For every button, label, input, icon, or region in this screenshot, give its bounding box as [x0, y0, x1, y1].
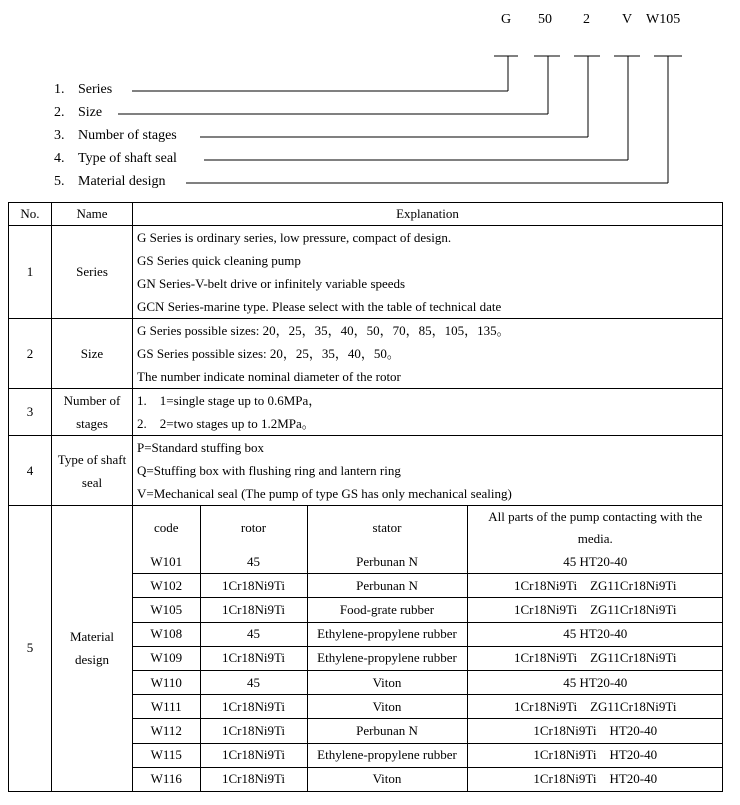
material-cell	[133, 506, 723, 792]
explanation-line: 1. 1=single stage up to 0.6MPa，	[137, 393, 322, 408]
model-code-diagram	[0, 0, 740, 200]
row-number: 3	[9, 389, 52, 436]
material-rotor: 1Cr18Ni9Ti	[200, 598, 307, 622]
table-row	[9, 389, 723, 436]
material-row	[133, 550, 723, 574]
legend-number: 3.	[54, 128, 65, 143]
explanation-line: V=Mechanical seal (The pump of type GS has only mechanical sealing)	[137, 486, 512, 501]
material-code: W102	[133, 574, 200, 598]
material-rotor: 1Cr18Ni9Ti	[200, 719, 307, 743]
material-stator: Ethylene-propylene rubber	[307, 646, 467, 670]
row-name-line: design	[75, 652, 109, 668]
legend-item-seal	[54, 151, 177, 167]
legend-number: 2.	[54, 105, 65, 120]
material-code: W101	[133, 550, 200, 574]
material-rotor: 45	[200, 622, 307, 646]
material-parts: 45 HT20-40	[467, 670, 723, 694]
material-row	[133, 695, 723, 719]
material-rotor: 1Cr18Ni9Ti	[200, 695, 307, 719]
material-header-row	[133, 506, 723, 550]
material-header-parts	[467, 506, 723, 550]
legend-number: 5.	[54, 174, 65, 189]
row-name	[52, 506, 133, 792]
legend-label: Series	[78, 82, 113, 97]
row-explanation	[133, 436, 723, 506]
material-parts: 1Cr18Ni9Ti ZG11Cr18Ni9Ti	[467, 574, 723, 598]
legend-item-stages	[54, 128, 177, 144]
material-rotor: 1Cr18Ni9Ti	[200, 743, 307, 767]
material-stator: Viton	[307, 670, 467, 694]
material-stator: Viton	[307, 767, 467, 791]
legend-label: Size	[78, 105, 103, 120]
row-number: 2	[9, 319, 52, 389]
explanation-line: GCN Series-marine type. Please select with the table of technical date	[137, 299, 502, 314]
material-parts: 1Cr18Ni9Ti ZG11Cr18Ni9Ti	[467, 646, 723, 670]
material-stator: Food-grate rubber	[307, 598, 467, 622]
explanation-line: 2. 2=two stages up to 1.2MPa。	[137, 416, 315, 431]
material-stator: Viton	[307, 695, 467, 719]
explanation-line: P=Standard stuffing box	[137, 440, 264, 455]
row-number: 1	[9, 226, 52, 319]
explanation-line: GS Series quick cleaning pump	[137, 253, 301, 268]
table-row	[9, 319, 723, 389]
row-explanation	[133, 389, 723, 436]
legend-number: 1.	[54, 82, 65, 97]
legend-number: 4.	[54, 151, 65, 166]
material-code: W116	[133, 767, 200, 791]
material-row	[133, 598, 723, 622]
row-number: 5	[9, 506, 52, 792]
explanation-table	[8, 202, 723, 792]
code-seal: V	[622, 12, 633, 27]
material-row	[133, 574, 723, 598]
row-name: Series	[52, 226, 133, 319]
material-code: W108	[133, 622, 200, 646]
material-code: W112	[133, 719, 200, 743]
code-stages: 2	[583, 12, 590, 27]
row-name-line: seal	[81, 474, 103, 490]
table-row	[9, 436, 723, 506]
material-stator: Perbunan N	[307, 550, 467, 574]
legend-item-size	[54, 105, 102, 121]
explanation-line: G Series is ordinary series, low pressure, compact of design.	[137, 230, 452, 245]
material-code: W115	[133, 743, 200, 767]
explanation-line: Q=Stuffing box with flushing ring and lantern ring	[137, 463, 401, 478]
material-parts: 45 HT20-40	[467, 550, 723, 574]
row-name-line: Material	[69, 629, 115, 645]
material-row	[133, 719, 723, 743]
material-row	[133, 646, 723, 670]
legend-item-material	[54, 174, 165, 190]
material-stator: Perbunan N	[307, 574, 467, 598]
explanation-line: G Series possible sizes: 20，25，35，40，50，70，85，105，135。	[137, 323, 510, 338]
table-row	[9, 226, 723, 319]
material-stator: Ethylene-propylene rubber	[307, 622, 467, 646]
material-rotor: 1Cr18Ni9Ti	[200, 646, 307, 670]
material-stator: Ethylene-propylene rubber	[307, 743, 467, 767]
material-code: W105	[133, 598, 200, 622]
table-header-row	[9, 203, 723, 226]
material-parts: 1Cr18Ni9Ti ZG11Cr18Ni9Ti	[467, 695, 723, 719]
material-header-parts-line: All parts of the pump contacting with the	[488, 509, 703, 524]
row-explanation	[133, 319, 723, 389]
table-row	[9, 506, 723, 792]
material-row	[133, 622, 723, 646]
row-number: 4	[9, 436, 52, 506]
material-rotor: 1Cr18Ni9Ti	[200, 767, 307, 791]
row-name-line: Number of	[63, 393, 121, 408]
material-parts: 1Cr18Ni9Ti HT20-40	[467, 767, 723, 791]
material-code: W111	[133, 695, 200, 719]
material-code: W109	[133, 646, 200, 670]
code-material: W105	[646, 12, 681, 27]
material-row	[133, 767, 723, 791]
row-name: Size	[52, 319, 133, 389]
material-parts: 1Cr18Ni9Ti ZG11Cr18Ni9Ti	[467, 598, 723, 622]
row-name	[52, 389, 133, 436]
material-rotor: 45	[200, 670, 307, 694]
explanation-line: The number indicate nominal diameter of the rotor	[137, 369, 401, 384]
legend-label: Material design	[78, 174, 166, 189]
material-header-code: code	[133, 506, 200, 550]
row-name	[52, 436, 133, 506]
material-rotor: 45	[200, 550, 307, 574]
leader-lines	[0, 0, 740, 200]
material-row	[133, 670, 723, 694]
legend-label: Type of shaft seal	[78, 151, 177, 166]
header-explanation: Explanation	[133, 203, 723, 226]
material-row	[133, 743, 723, 767]
legend-item-series	[54, 82, 112, 98]
material-header-rotor: rotor	[200, 506, 307, 550]
header-no: No.	[9, 203, 52, 226]
legend-label: Number of stages	[78, 128, 177, 143]
material-code: W110	[133, 670, 200, 694]
material-rotor: 1Cr18Ni9Ti	[200, 574, 307, 598]
explanation-line: GN Series-V-belt drive or infinitely variable speeds	[137, 276, 406, 291]
row-explanation	[133, 226, 723, 319]
material-parts: 45 HT20-40	[467, 622, 723, 646]
code-series: G	[501, 12, 512, 27]
material-parts: 1Cr18Ni9Ti HT20-40	[467, 743, 723, 767]
material-table	[133, 506, 723, 791]
row-name-line: Type of shaft	[57, 451, 127, 467]
row-name-line: stages	[76, 416, 108, 431]
material-stator: Perbunan N	[307, 719, 467, 743]
material-parts: 1Cr18Ni9Ti HT20-40	[467, 719, 723, 743]
material-header-parts-line: media.	[577, 531, 613, 546]
material-header-stator: stator	[307, 506, 467, 550]
material-rows	[133, 550, 723, 791]
header-name: Name	[52, 203, 133, 226]
code-size: 50	[538, 12, 552, 27]
explanation-line: GS Series possible sizes: 20，25，35，40，50。	[137, 346, 400, 361]
